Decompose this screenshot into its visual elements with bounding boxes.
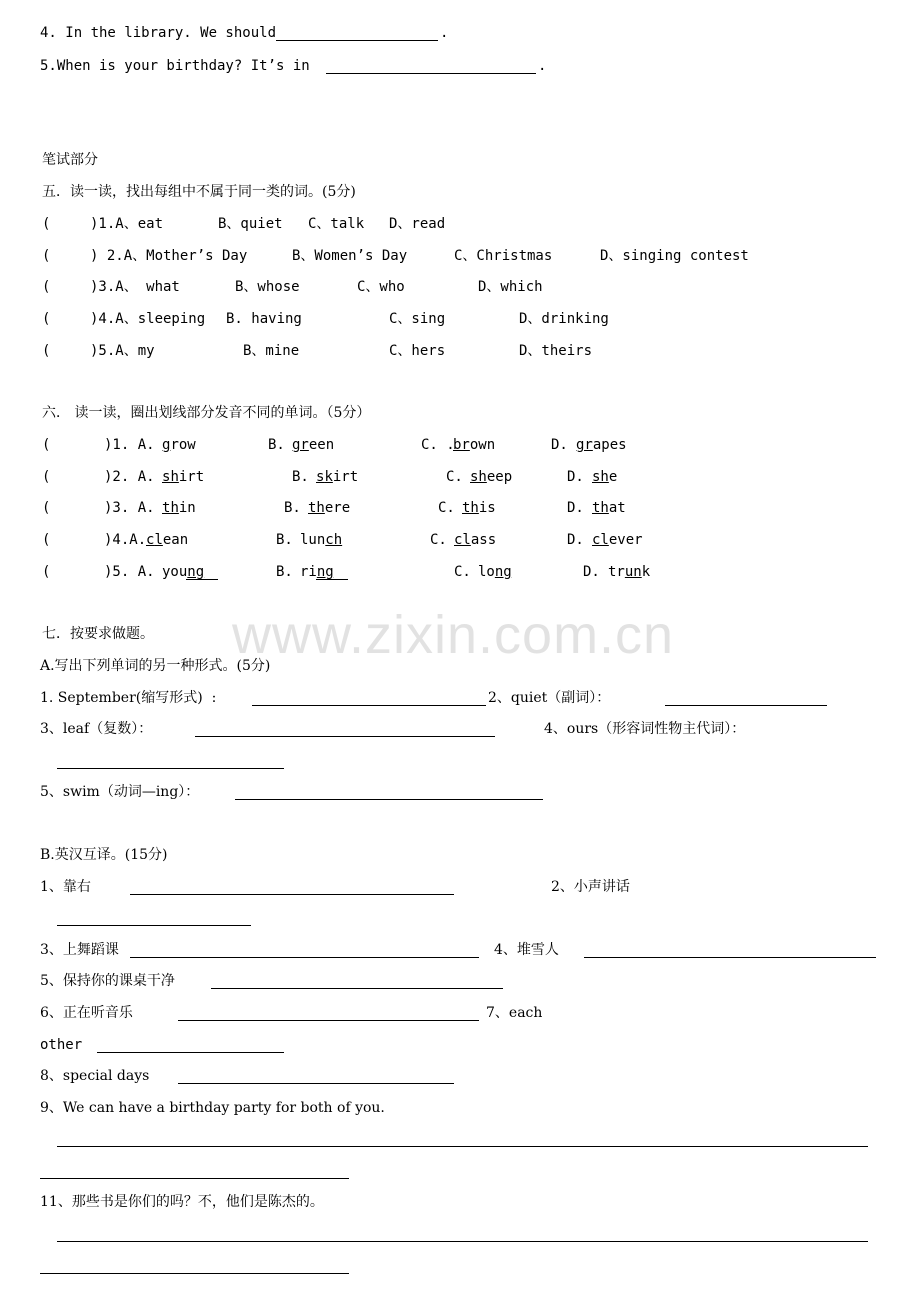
item-number: )3. A.	[104, 500, 155, 516]
option-b-label: B.	[276, 532, 293, 548]
option-b-word: there	[308, 500, 351, 516]
option-b-word: ring	[300, 564, 334, 580]
answer-line-b11-1[interactable]	[57, 1241, 868, 1242]
option-c-label: C.	[446, 469, 463, 485]
answer-blank-b3[interactable]	[130, 957, 479, 958]
option-d-word: clever	[592, 532, 643, 548]
answer-blank-b2[interactable]	[57, 925, 251, 926]
option-d-label: D.	[583, 564, 600, 580]
paren[interactable]: (	[42, 564, 51, 580]
option-b: B、whose	[235, 279, 300, 295]
paren[interactable]: (	[42, 311, 51, 327]
option-b: B、quiet	[218, 216, 283, 232]
option-c-label: C.	[430, 532, 447, 548]
paren[interactable]: (	[42, 532, 51, 548]
option-c: C、Christmas	[454, 248, 553, 264]
option-d: D、singing contest	[600, 248, 749, 264]
option-c: C、sing	[389, 311, 446, 327]
a3-label: 3、leaf（复数）：	[40, 721, 153, 737]
answer-blank-a1[interactable]	[252, 705, 486, 706]
a4-label: 4、ours（形容词性物主代词）：	[544, 721, 746, 737]
a1-label: 1. September(缩写形式) :	[40, 690, 217, 706]
option-c-label: C.	[454, 564, 471, 580]
answer-blank-b4[interactable]	[584, 957, 876, 958]
a2-label: 2、quiet（副词）：	[488, 690, 611, 706]
b8-label: 8、special days	[40, 1068, 150, 1084]
answer-blank-a3[interactable]	[195, 736, 495, 737]
option-d: D、which	[478, 279, 543, 295]
option-d-label: D.	[567, 500, 584, 516]
b7-label: 7、each	[486, 1005, 543, 1021]
option-c-word: long	[478, 564, 512, 580]
option-a-word: shirt	[162, 469, 205, 485]
section-5-title: 五．读一读，找出每组中不属于同一类的词。(5分)	[42, 184, 356, 200]
answer-line-b9-2[interactable]	[40, 1178, 349, 1179]
question-4-text: 4. In the library. We should	[40, 25, 285, 41]
b9-label: 9、We can have a birthday party for both of you.	[40, 1100, 385, 1116]
paren[interactable]: (	[42, 343, 51, 359]
period: .	[538, 58, 547, 74]
option-a-word: young	[162, 564, 205, 580]
answer-blank-b8[interactable]	[178, 1083, 454, 1084]
option-b-label: B.	[292, 469, 309, 485]
item-number: )1. A.	[104, 437, 155, 453]
answer-blank-b7[interactable]	[97, 1052, 284, 1053]
option-c-label: C. .	[421, 437, 455, 453]
b6-label: 6、正在听音乐	[40, 1005, 133, 1021]
answer-line-b9-1[interactable]	[57, 1146, 868, 1147]
option-b-label: B.	[284, 500, 301, 516]
answer-blank-4[interactable]	[276, 40, 438, 41]
question-4	[40, 24, 284, 42]
b5-label: 5、保持你的课桌干净	[40, 973, 175, 989]
written-part-heading: 笔试部分	[42, 152, 98, 168]
item-number: )3.A、 what	[90, 279, 180, 295]
paren[interactable]: (	[42, 248, 51, 264]
question-5-text: 5.When is your birthday? It’s in	[40, 58, 319, 74]
item-number: )5. A.	[104, 564, 155, 580]
b11-label: 11、那些书是你们的吗？不，他们是陈杰的。	[40, 1194, 324, 1210]
option-b: B、mine	[243, 343, 300, 359]
answer-blank-5[interactable]	[326, 73, 536, 74]
option-d-label: D.	[567, 469, 584, 485]
answer-blank-b6[interactable]	[178, 1020, 479, 1021]
option-a-word: thin	[162, 500, 196, 516]
option-a-word: grow	[162, 437, 196, 453]
period: .	[440, 25, 449, 41]
a5-label: 5、swim（动词—ing）：	[40, 784, 200, 800]
b1-label: 1、靠右	[40, 879, 91, 895]
paren[interactable]: (	[42, 469, 51, 485]
option-b-word: green	[292, 437, 335, 453]
item-number: ) 2.A、Mother’s Day	[90, 248, 248, 264]
option-b: B. having	[226, 311, 302, 327]
section-7a-title: A.写出下列单词的另一种形式。(5分)	[40, 658, 271, 674]
option-b-word: lunch	[300, 532, 343, 548]
answer-blank-b5[interactable]	[211, 988, 503, 989]
answer-line-b11-2[interactable]	[40, 1273, 349, 1274]
option-a-word: clean	[146, 532, 189, 548]
option-c-label: C.	[438, 500, 455, 516]
section-6-title: 六． 读一读，圈出划线部分发音不同的单词。（5分）	[42, 405, 371, 421]
option-d-word: that	[592, 500, 626, 516]
option-b-word: skirt	[316, 469, 359, 485]
option-b: B、Women’s Day	[292, 248, 408, 264]
paren[interactable]: (	[42, 216, 51, 232]
section-7b-title: B.英汉互译。(15分)	[40, 847, 168, 863]
item-number: )4.A、sleeping	[90, 311, 206, 327]
option-d: D、theirs	[519, 343, 593, 359]
answer-blank-a4[interactable]	[57, 768, 284, 769]
option-b-label: B.	[276, 564, 293, 580]
option-d: D、read	[389, 216, 446, 232]
option-c-word: class	[454, 532, 497, 548]
option-d-word: grapes	[576, 437, 627, 453]
option-c-word: this	[462, 500, 496, 516]
option-c-word: sheep	[470, 469, 513, 485]
paren[interactable]: (	[42, 279, 51, 295]
option-d-word: trunk	[608, 564, 651, 580]
item-number: )4.A.	[104, 532, 147, 548]
option-c: C、talk	[308, 216, 365, 232]
option-d-word: she	[592, 469, 618, 485]
answer-blank-a5[interactable]	[235, 799, 543, 800]
option-c: C、hers	[389, 343, 446, 359]
section-7-title: 七．按要求做题。	[42, 626, 154, 642]
item-number: )1.A、eat	[90, 216, 164, 232]
watermark: www.zixin.com.cn	[232, 605, 675, 665]
b2-label: 2、小声讲话	[551, 879, 630, 895]
paren[interactable]: (	[42, 500, 51, 516]
paren[interactable]: (	[42, 437, 51, 453]
question-5	[40, 57, 318, 75]
answer-blank-b1[interactable]	[130, 894, 454, 895]
b4-label: 4、堆雪人	[494, 942, 559, 958]
answer-blank-a2[interactable]	[665, 705, 827, 706]
b3-label: 3、上舞蹈课	[40, 942, 119, 958]
b7-label-cont: other	[40, 1037, 83, 1053]
item-number: )2. A.	[104, 469, 155, 485]
underline-mark	[186, 579, 218, 580]
option-d-label: D.	[567, 532, 584, 548]
item-number: )5.A、my	[90, 343, 155, 359]
option-b-label: B.	[268, 437, 285, 453]
option-d: D、drinking	[519, 311, 609, 327]
underline-mark	[316, 579, 348, 580]
option-c: C、who	[357, 279, 405, 295]
option-c-word: brown	[453, 437, 496, 453]
option-d-label: D.	[551, 437, 568, 453]
